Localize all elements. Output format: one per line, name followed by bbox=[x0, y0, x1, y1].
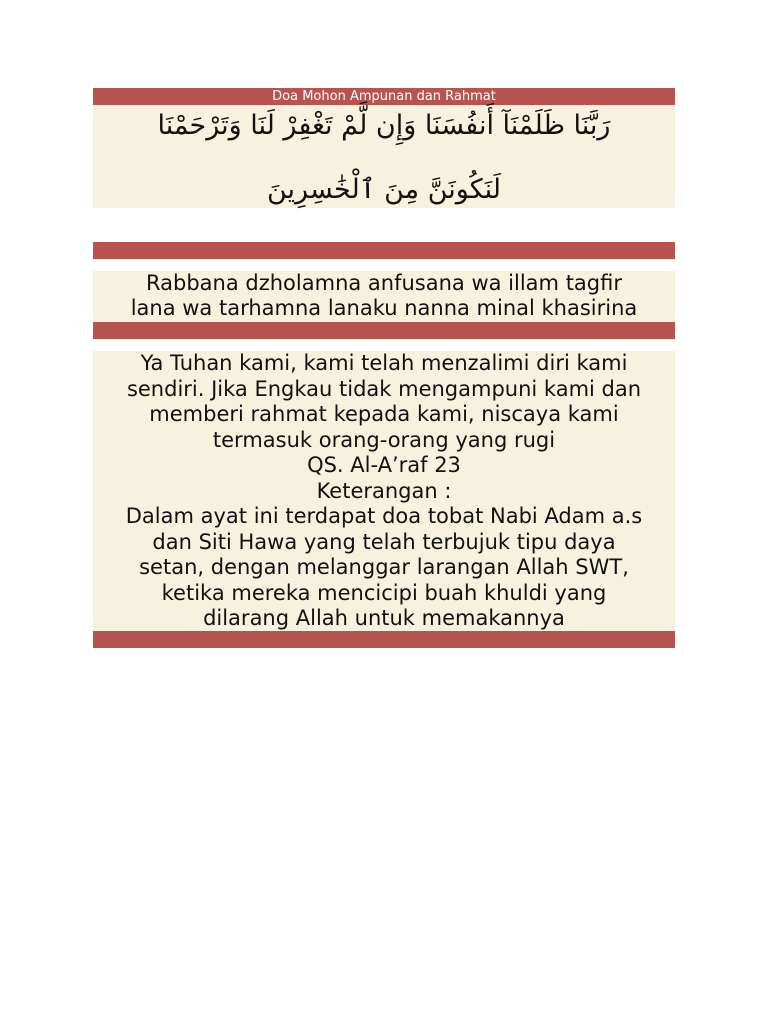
meaning-line: memberi rahmat kepada kami, niscaya kami bbox=[149, 402, 619, 426]
explanation-line: setan, dengan melanggar larangan Allah SWT, bbox=[139, 555, 629, 579]
meaning-panel bbox=[93, 351, 675, 631]
arabic-verse-line-1: رَبَّنَا ظَلَمْنَآ أَنفُسَنَا وَإِن لَّمْ تَغْفِرْ لَنَا وَتَرْحَمْنَا bbox=[157, 110, 611, 141]
transliteration-line-2: lana wa tarhamna lanaku nanna minal khasirina bbox=[130, 296, 638, 320]
divider-band-2 bbox=[93, 242, 675, 259]
explanation-line: ketika mereka mencicipi buah khuldi yang bbox=[161, 580, 607, 605]
arabic-verse-line-2: لَنَكُونَنَّ مِنَ ٱلْخَٰسِرِينَ bbox=[266, 174, 501, 205]
divider-band-3 bbox=[93, 322, 675, 339]
surah-reference: QS. Al-A’raf 23 bbox=[307, 453, 461, 477]
page-title: Doa Mohon Ampunan dan Rahmat bbox=[272, 89, 496, 104]
meaning-line: Ya Tuhan kami, kami telah menzalimi diri kami bbox=[140, 351, 628, 375]
explanation-line: Dalam ayat ini terdapat doa tobat Nabi Adam a.s bbox=[125, 504, 643, 528]
explanation-heading: Keterangan : bbox=[316, 478, 452, 503]
meaning-line: termasuk orang-orang yang rugi bbox=[212, 427, 556, 452]
explanation-line: dilarang Allah untuk memakannya bbox=[203, 606, 565, 630]
meaning-line: sendiri. Jika Engkau tidak mengampuni kami dan bbox=[126, 376, 642, 401]
arabic-verse-panel bbox=[93, 105, 675, 208]
transliteration-panel bbox=[93, 271, 675, 322]
explanation-line: dan Siti Hawa yang telah terbujuk tipu daya bbox=[152, 529, 616, 554]
divider-band-4 bbox=[93, 631, 675, 648]
title-band bbox=[93, 88, 675, 105]
transliteration-line-1: Rabbana dzholamna anfusana wa illam tagfir bbox=[146, 271, 622, 295]
